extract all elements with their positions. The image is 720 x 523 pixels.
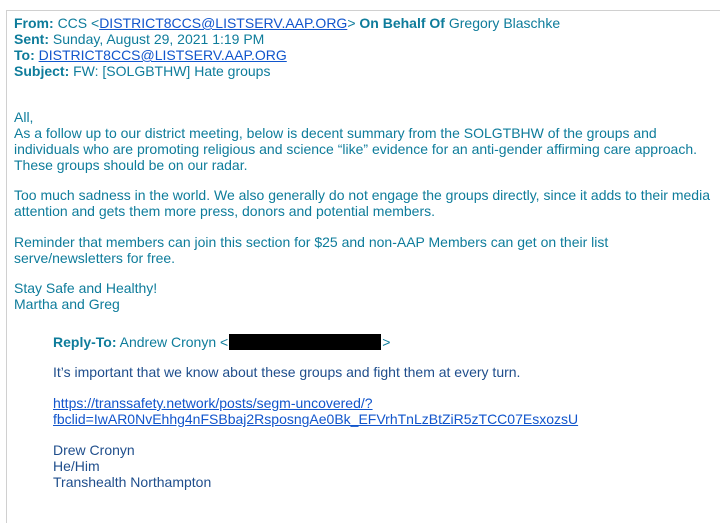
reply-to-label: Reply-To: [53, 334, 117, 350]
subject-line [14, 63, 714, 79]
paragraph-summary: As a follow up to our district meeting, below is decent summary from the SOLGTBHW of the groups and individuals who are promoting religious and science “like” evidence for an anti-gender affirming care approach. These groups should be on our radar. [14, 125, 698, 173]
behalf-name: Gregory Blaschke [448, 15, 561, 31]
to-label: To: [14, 47, 35, 63]
to-email-link[interactable]: DISTRICT8CCS@LISTSERV.AAP.ORG [38, 47, 287, 63]
paragraph-reminder: Reminder that members can join this section for $25 and non-AAP Members can get on their list serve/newsletters for free. [14, 234, 609, 266]
behalf-label: On Behalf Of [359, 15, 445, 31]
signature-pronouns: He/Him [53, 458, 100, 474]
from-name: CCS < [57, 15, 100, 31]
sent-value: Sunday, August 29, 2021 1:19 PM [52, 31, 265, 47]
forward-signature [53, 442, 713, 490]
signature-name: Drew Cronyn [53, 442, 135, 458]
sent-label: Sent: [14, 31, 49, 47]
email-frame-left-border [6, 10, 7, 523]
subject-label: Subject: [14, 63, 70, 79]
reply-to-line [53, 334, 713, 350]
from-line [14, 15, 714, 31]
sent-line [14, 31, 714, 47]
paragraph-sadness: Too much sadness in the world. We also generally do not engage the groups directly, since it adds to their media attention and gets them more press, donors and potential members. [14, 187, 710, 219]
from-label: From: [14, 15, 54, 31]
signoff-line-2: Martha and Greg [14, 296, 120, 312]
reply-to-close: > [382, 334, 391, 350]
forward-link[interactable] [53, 395, 713, 427]
signature-organization: Transhealth Northampton [53, 474, 212, 490]
email-frame-top-border [6, 10, 720, 11]
forward-link-line-1[interactable]: https://transsafety.network/posts/segm-uncovered/? [53, 395, 373, 411]
from-email-link[interactable]: DISTRICT8CCS@LISTSERV.AAP.ORG [99, 15, 348, 31]
to-line [14, 47, 714, 63]
signoff-line-1: Stay Safe and Healthy! [14, 280, 158, 296]
from-close: > [347, 15, 356, 31]
forward-message: It’s important that we know about these groups and fight them at every turn. [53, 364, 521, 380]
redacted-email-bar [229, 334, 381, 350]
email-header [14, 15, 714, 79]
forward-link-line-2[interactable]: fbclid=IwAR0NvEhhg4nFSBbaj2RsposngAe0Bk_EFVrhTnLzBtZiR5zTCC07EsxozsU [53, 411, 579, 427]
greeting: All, [14, 109, 34, 125]
subject-value: FW: [SOLGBTHW] Hate groups [73, 63, 271, 79]
reply-to-name: Andrew Cronyn < [119, 334, 229, 350]
